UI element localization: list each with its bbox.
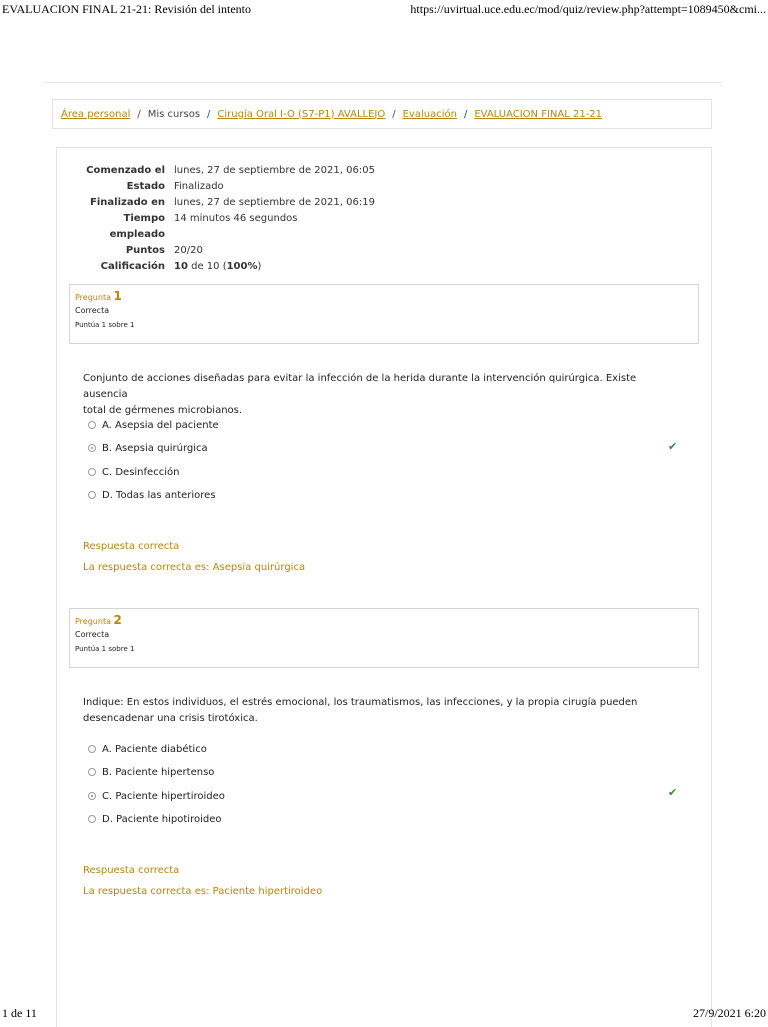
breadcrumb-area-personal[interactable]: Área personal: [61, 108, 131, 120]
radio-button[interactable]: [88, 792, 96, 800]
answer-label: B. Asepsia quirúrgica: [102, 442, 208, 454]
summary-label: [70, 211, 165, 243]
feedback-text: Respuesta correcta: [83, 541, 180, 552]
answer-option[interactable]: [88, 418, 219, 432]
check-icon: ✔: [668, 440, 678, 453]
answer-option[interactable]: [88, 488, 216, 502]
question-num: 1: [113, 289, 122, 303]
summary-label: Comenzado el: [86, 165, 165, 176]
question-state: Correcta: [75, 630, 110, 639]
summary-label-line1: Tiempo: [123, 213, 165, 224]
radio-button[interactable]: [88, 745, 96, 753]
answer-option[interactable]: [88, 742, 207, 756]
question-text-line: Indique: En estos individuos, el estrés emocional, los traumatismos, las infecciones, y la propia cirugía pueden: [83, 697, 638, 708]
question-state: Correcta: [75, 306, 110, 315]
answer-label: C. Paciente hipertiroideo: [102, 790, 225, 802]
question-prefix: Pregunta: [75, 617, 111, 626]
question-grade: Puntúa 1 sobre 1: [75, 321, 135, 329]
summary-value: lunes, 27 de septiembre de 2021, 06:05: [174, 165, 375, 176]
print-page-title: EVALUACION FINAL 21-21: Revisión del intento: [2, 2, 251, 16]
question-prefix: Pregunta: [75, 293, 111, 302]
breadcrumb-separator: /: [463, 108, 468, 120]
radio-button[interactable]: [88, 815, 96, 823]
summary-row-started: [70, 163, 494, 179]
answer-option[interactable]: [88, 765, 214, 779]
summary-value: 20/20: [174, 245, 203, 256]
answer-option[interactable]: [88, 812, 221, 826]
breadcrumb-quiz[interactable]: EVALUACION FINAL 21-21: [474, 108, 603, 120]
breadcrumb-separator: /: [392, 108, 396, 120]
breadcrumb: [52, 99, 712, 129]
print-footer: [0, 1006, 768, 1024]
summary-label: Puntos: [125, 245, 165, 256]
question-text: [83, 371, 683, 419]
summary-row-points: [70, 243, 494, 259]
summary-row-grade: [70, 259, 494, 275]
grade-percent: 100%: [226, 261, 258, 272]
answer-label: A. Paciente diabético: [102, 743, 207, 755]
summary-label: Calificación: [100, 261, 165, 272]
summary-label: Estado: [126, 181, 165, 192]
summary-value: lunes, 27 de septiembre de 2021, 06:19: [174, 197, 375, 208]
print-url: https://uvirtual.uce.edu.ec/mod/quiz/review.php?attempt=1089450&cmi...: [410, 2, 766, 16]
question-text: [83, 695, 683, 727]
answer-option-selected[interactable]: [88, 789, 225, 803]
top-divider: [44, 82, 722, 83]
answer-option[interactable]: [88, 465, 179, 479]
answer-label: D. Paciente hipotiroideo: [102, 813, 222, 825]
breadcrumb-separator: /: [137, 108, 141, 120]
breadcrumb-evaluacion[interactable]: Evaluación: [402, 108, 457, 120]
question-text-line: total de gérmenes microbianos.: [83, 405, 243, 416]
attempt-summary: [70, 163, 494, 275]
answer-label: A. Asepsia del paciente: [102, 419, 219, 431]
question-text-line: Conjunto de acciones diseñadas para evitar la infección de la herida durante la intervención quirúrgica. Existe ausencia: [83, 373, 637, 400]
grade-of: de 10 (: [191, 261, 227, 272]
correct-answer-text: La respuesta correcta es: Asepsia quirúrgica: [83, 562, 306, 573]
radio-button[interactable]: [88, 421, 96, 429]
answer-option-selected[interactable]: [88, 441, 208, 455]
print-header: [0, 0, 768, 18]
breadcrumb-separator: /: [207, 108, 211, 120]
feedback-text: Respuesta correcta: [83, 865, 180, 876]
summary-label: Finalizado en: [90, 197, 165, 208]
radio-button[interactable]: [88, 768, 96, 776]
radio-button[interactable]: [88, 491, 96, 499]
question-text-line: desencadenar una crisis tirotóxica.: [83, 713, 258, 724]
grade-score: 10: [174, 261, 188, 272]
breadcrumb-mis-cursos: Mis cursos: [147, 108, 201, 120]
correct-answer-text: La respuesta correcta es: Paciente hipertiroideo: [83, 886, 323, 897]
answer-label: C. Desinfección: [102, 466, 180, 478]
summary-value: Finalizado: [174, 181, 224, 192]
summary-value: 14 minutos 46 segundos: [174, 213, 298, 224]
grade-close: ): [257, 261, 262, 272]
question-number: [75, 613, 693, 627]
question-info: [69, 608, 699, 668]
summary-label-line2: empleado: [109, 229, 165, 240]
radio-button[interactable]: [88, 468, 96, 476]
summary-row-time: [70, 211, 494, 243]
print-datetime: 27/9/2021 6:20: [692, 1006, 766, 1020]
answer-label: D. Todas las anteriores: [102, 489, 216, 501]
answer-label: B. Paciente hipertenso: [102, 766, 215, 778]
question-number: [75, 289, 693, 303]
summary-row-finished: [70, 195, 494, 211]
radio-button[interactable]: [88, 444, 96, 452]
breadcrumb-course[interactable]: Cirugía Oral I-O (S7-P1) AVALLEJO: [217, 108, 386, 120]
question-info: [69, 284, 699, 344]
print-page-number: 1 de 11: [2, 1006, 37, 1020]
check-icon: ✔: [668, 786, 678, 799]
summary-value: [165, 259, 494, 275]
question-grade: Puntúa 1 sobre 1: [75, 645, 135, 653]
question-num: 2: [113, 613, 122, 627]
summary-row-state: [70, 179, 494, 195]
